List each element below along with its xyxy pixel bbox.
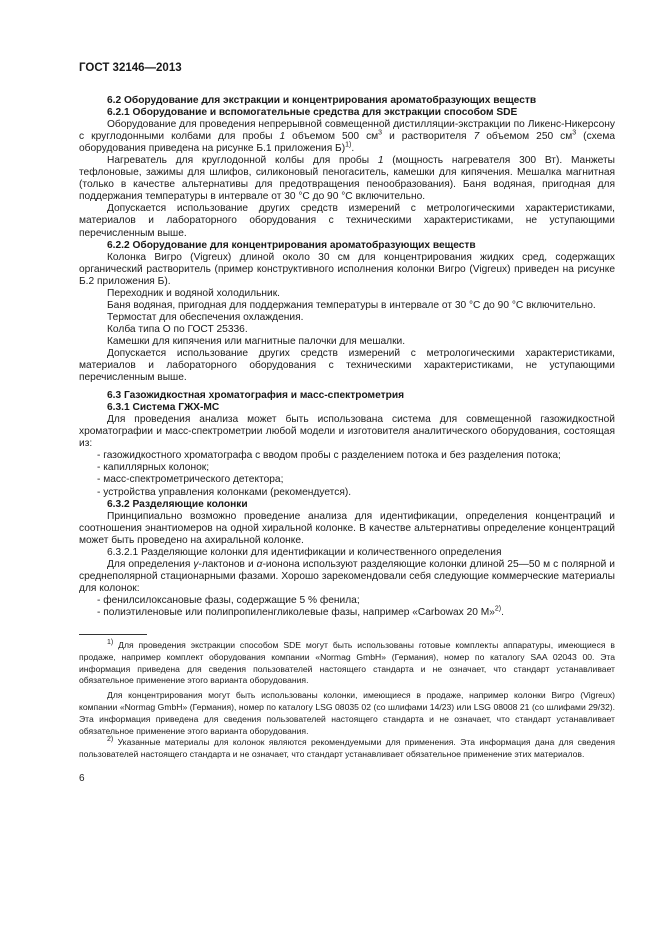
section-6-3-2-title: 6.3.2 Разделяющие колонки [107,498,248,510]
list-item: - газожидкостного хроматографа с вводом пробы с разделением потока и без разделения потока; [79,450,615,462]
footnote-ref-1: 1) [345,141,352,149]
paragraph: Колба типа О по ГОСТ 25336. [107,323,248,335]
footnote-2: $^{2)}$ Указанные материалы для колонок являются рекомендуемыми для применения. Эта информация дана для сведения пользователей настоящего стандарта и не означает, что стандарт устанавливает обязательное применение этих материалов. [79,736,615,760]
material-list [79,595,615,619]
paragraph: Для проведения анализа может быть использована система для совмещенной газожидкостной хроматографии и масс-спектрометрии любой модели и изготовителя аналитического оборудования, состоящая из: [79,414,615,450]
section-6-3-2-1-title: 6.3.2.1 Разделяющие колонки для идентификации и количественного определения [107,546,502,558]
section-6-2-1-title: 6.2.1 Оборудование и вспомогательные средства для экстракции способом SDE [107,107,518,119]
footnote-divider [79,634,147,635]
footnote-1: $^{1)}$ Для проведения экстракции способом SDE могут быть использованы готовые комплекты аппаратуры, имеющиеся в продаже, например комплект оборудования компании «Normag GmbH» (Германия), номер по каталогу SAA 02043 00. Эта информация приведена для сведения пользователей настоящего стандарта и не означает, что стандарт устанавливает обязательное применение этого варианта оборудования. [79,639,615,686]
section-6-2-2-title: 6.2.2 Оборудование для концентрирования ароматобразующих веществ [107,239,476,251]
paragraph: Камешки для кипячения или магнитные палочки для мешалки. [107,335,406,347]
list-item: - устройства управления колонками (рекомендуется). [79,487,615,499]
paragraph: Нагреватель для круглодонной колбы для пробы 1 (мощность нагревателя 300 Вт). Манжеты тефлоновые, зажимы для шлифов, силиконовый пеногаситель, камешки для кипячения. Мешалка магнитная (только в качестве альтернативы для предотвращения пенообразования). Баня водяная, пригодная для поддержания температуры в интервале от 30 °С до 90 °С включительно. [79,155,615,203]
paragraph: Допускается использование других средств измерений с метрологическими характеристиками, материалов и лабораторного оборудования с техническими характеристиками, не уступающими перечисленным выше. [79,203,615,239]
page-number: 6 [79,772,85,784]
section-6-3-1-title: 6.3.1 Система ГЖХ-МС [107,402,220,414]
paragraph: Для определения γ-лактонов и α-ионона используют разделяющие колонки длиной 25—50 м с полярной и среднеполярной стационарными фазами. Хорошо зарекомендовали себя следующие коммерческие материалы для колонок: [79,558,615,594]
list-item: - капиллярных колонок; [79,462,615,474]
paragraph: Переходник и водяной холодильник. [107,287,281,299]
section-6-2-title: 6.2 Оборудование для экстракции и концентрирования ароматобразующих веществ [107,95,537,106]
paragraph: Принципиально возможно проведение анализа для идентификации, определения концентраций и соотношения энантиомеров на одной хиральной колонке. В качестве альтернативы определение концентраций может быть проведено на ахиральной колонке. [79,510,615,546]
list-item: - фенилсилоксановые фазы, содержащие 5 % фенила; [79,595,615,607]
document-body [79,95,615,619]
document-page [79,62,615,784]
section-6-3-title: 6.3 Газожидкостная хроматография и масс-спектрометрия [107,390,405,402]
footnote-1-continued: Для концентрирования могут быть использованы колонки, имеющиеся в продаже, например колонки Вигро (Vigreux) компании «Normag GmbH» (Германия), номер по каталогу LSG 08035 02 (со шлифами 14/23) или LSG 08008 21 (со шлифами 29/32). Эта информация приведена для сведения пользователей настоящего стандарта и не означает, что стандарт устанавливает обязательное применение этого варианта оборудования. [79,690,615,736]
list-item: - полиэтиленовые или полипропиленгликолевые фазы, например «Carbowax 20 M»$^{2)}$. [79,607,615,619]
document-header: ГОСТ 32146—2013 [79,62,182,74]
paragraph: Допускается использование других средств измерений с метрологическими характеристиками, материалов и лабораторного оборудования с техническими характеристиками, не уступающими перечисленным выше. [79,347,615,384]
paragraph: Термостат для обеспечения охлаждения. [107,311,304,323]
footnote-ref-2: 2) [494,605,502,613]
paragraph: Колонка Вигро (Vigreux) длиной около 30 см для концентрирования жидких сред, содержащих органический растворитель (пример конструктивного исполнения колонки Вигро (Vigreux) приведен на рисунке Б.2 приложения Б). [79,251,615,287]
footnotes [79,640,615,761]
component-list [79,450,615,498]
paragraph: Оборудование для проведения непрерывной совмещенной дистилляции-экстракции по Ликенс-Никерсону с круглодонными колбами для пробы 1 объемом 500 $см^3$ и растворителя 7 объемом 250 $см^3$ (схема оборудования приведена на рисунке Б.1 приложения Б)$^{1)}$. [79,119,615,155]
list-item: - масс-спектрометрического детектора; [79,474,615,486]
paragraph: Баня водяная, пригодная для поддержания температуры в интервале от 30 °С до 90 °С включительно. [107,299,596,311]
